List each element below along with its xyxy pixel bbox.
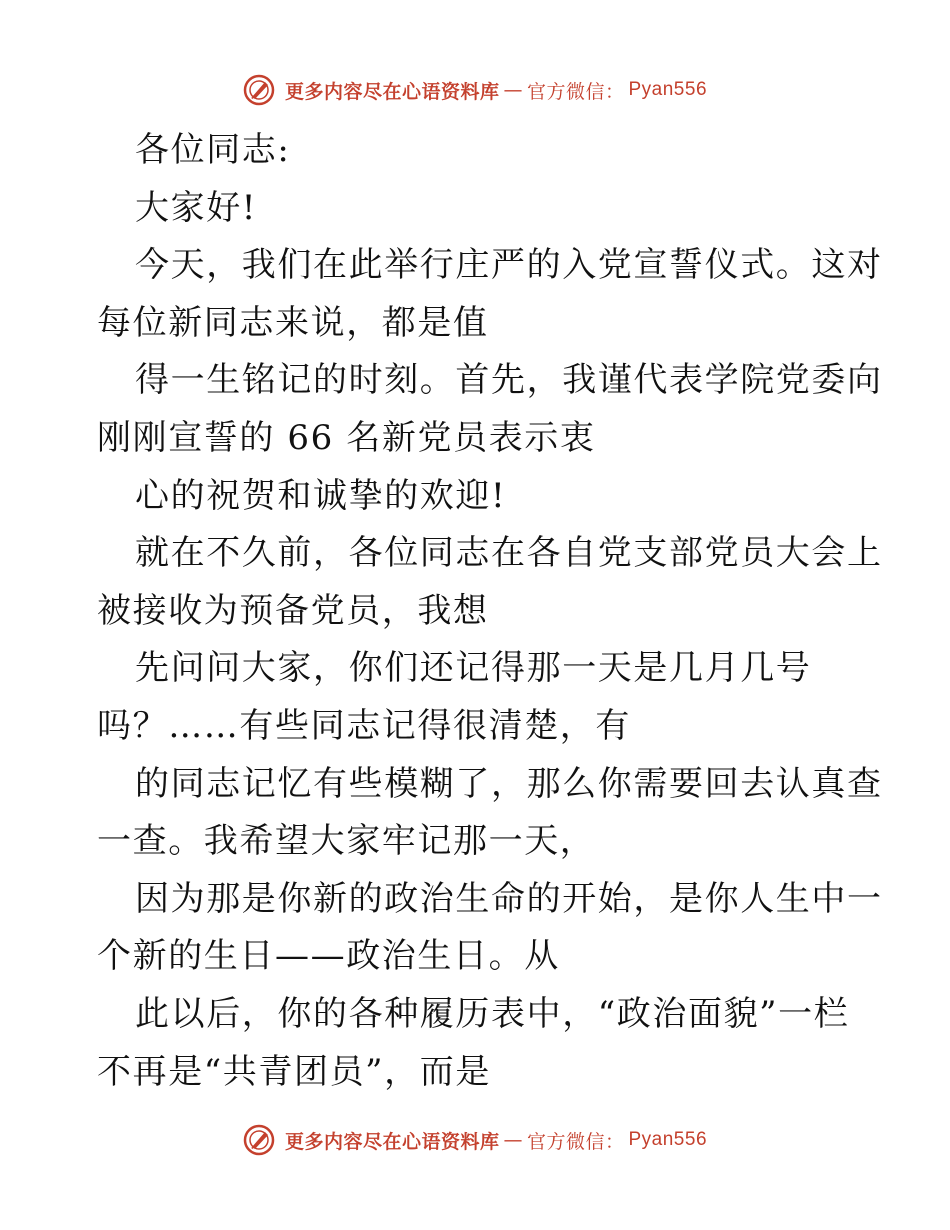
- body-line: 得一生铭记的时刻。首先，我谨代表学院党委向: [135, 360, 883, 401]
- footer-wechat-label: 官方微信：: [526, 1130, 625, 1153]
- footer-wechat-id: Pyan556: [628, 1129, 708, 1150]
- body-line: 先问问大家，你们还记得那一天是几月几号: [135, 648, 812, 689]
- body-line: 大家好!: [135, 187, 258, 228]
- footer-watermark: [0, 1120, 950, 1160]
- body-line: 各位同志:: [135, 130, 291, 170]
- body-line: 一查。我希望大家牢记那一天，: [97, 821, 596, 862]
- body-line: 吗？……有些同志记得很清楚，有: [97, 705, 631, 746]
- quill-emblem-icon: [243, 74, 275, 106]
- body-line: 今天，我们在此举行庄严的入党宣誓仪式。这对: [135, 245, 883, 286]
- footer-brand: 更多内容尽在心语资料库: [284, 1130, 500, 1153]
- body-line: 刚刚宣誓的 66 名新党员表示衷: [97, 417, 596, 458]
- body-line: 每位新同志来说，都是值: [97, 302, 489, 343]
- body-line: 的同志记忆有些模糊了，那么你需要回去认真查: [135, 763, 883, 804]
- header-watermark: [0, 70, 950, 110]
- header-brand: 更多内容尽在心语资料库: [284, 80, 500, 103]
- quill-emblem-icon: [243, 1124, 275, 1156]
- body-line: 心的祝贺和诚挚的欢迎!: [135, 475, 507, 516]
- header-separator: —: [503, 79, 523, 101]
- body-line: 个新的生日——政治生日。从: [97, 936, 560, 977]
- body-line: 因为那是你新的政治生命的开始，是你人生中一: [135, 878, 883, 919]
- body-line: 不再是“共青团员”，而是: [97, 1051, 491, 1092]
- footer-separator: —: [503, 1129, 523, 1151]
- body-line: 被接收为预备党员，我想: [97, 590, 489, 631]
- body-line: 就在不久前，各位同志在各自党支部党员大会上: [135, 533, 883, 574]
- body-line: 此以后，你的各种履历表中，“政治面貌”一栏: [135, 993, 850, 1034]
- header-wechat-id: Pyan556: [628, 79, 708, 100]
- header-wechat-label: 官方微信：: [526, 80, 625, 103]
- speech-body: [97, 122, 883, 1101]
